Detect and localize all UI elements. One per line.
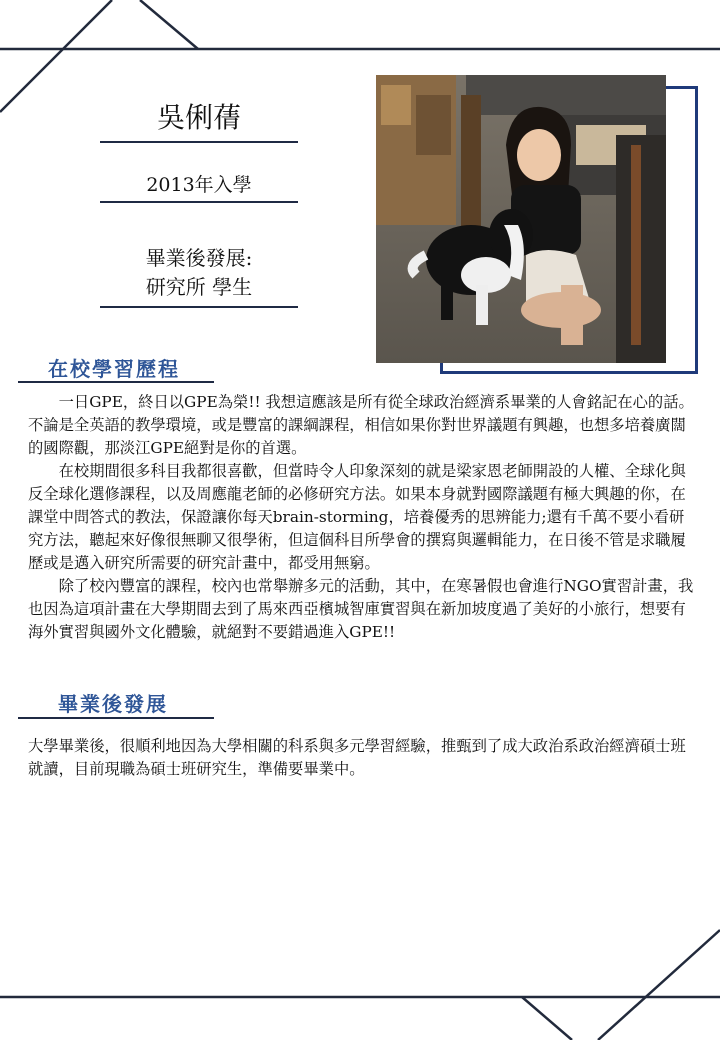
study-text — [28, 391, 698, 644]
student-name: 吳俐蒨 — [156, 101, 241, 134]
portrait-photo — [376, 75, 666, 363]
development-value: 研究所 學生 — [145, 275, 253, 299]
section-underline — [18, 381, 214, 383]
portrait-photo-with-dog-icon — [376, 75, 666, 363]
enrollment-year: 2013年入學 — [146, 174, 252, 196]
divider — [100, 201, 298, 203]
study-paragraph-2: 在校期間很多科目我都很喜歡，但當時令人印象深刻的就是梁家恩老師開設的人權、全球化與反全球化選修課程，以及周應龍老師的必修研究方法。如果本身就對國際議題有極大興趣的你，在課堂中問答式的教法，保證讓你每天brain-storming，培養優秀的思辨能力;還有千萬不要小看研究方法，聽起來好像很無聊又很學術，但這個科目所學會的撰寫與邏輯能力，在日後不管是求職履歷或是邁入研究所需要的研究計畫中，都受用無窮。 — [28, 462, 686, 572]
study-paragraph-3: 除了校內豐富的課程，校內也常舉辦多元的活動，其中，在寒暑假也會進行NGO實習計畫，我也因為這項計畫在大學期間去到了馬來西亞檳城智庫實習與在新加坡度過了美好的小旅行，想要有海外實習與國外文化體驗，就絕對不要錯過進入GPE!! — [28, 577, 694, 641]
divider — [100, 306, 298, 308]
divider — [100, 141, 298, 143]
study-paragraph-1: 一日GPE，終日以GPE為榮!! 我想這應該是所有從全球政治經濟系畢業的人會銘記在心的話。不論是全英語的教學環境，或是豐富的課綱課程，相信如果你對世界議題有興趣，也想多培養廣闊的國際觀，那淡江GPE絕對是你的首選。 — [28, 393, 694, 457]
after-text — [28, 735, 698, 781]
section-heading-study: 在校學習歷程 — [48, 357, 180, 381]
after-paragraph: 大學畢業後，很順利地因為大學相關的科系與多元學習經驗，推甄到了成大政治系政治經濟碩士班就讀，目前現職為碩士班研究生，準備要畢業中。 — [28, 737, 686, 778]
development-info — [100, 244, 298, 302]
section-underline — [18, 717, 214, 719]
development-label: 畢業後發展: — [145, 246, 253, 270]
section-heading-after: 畢業後發展 — [58, 692, 168, 716]
